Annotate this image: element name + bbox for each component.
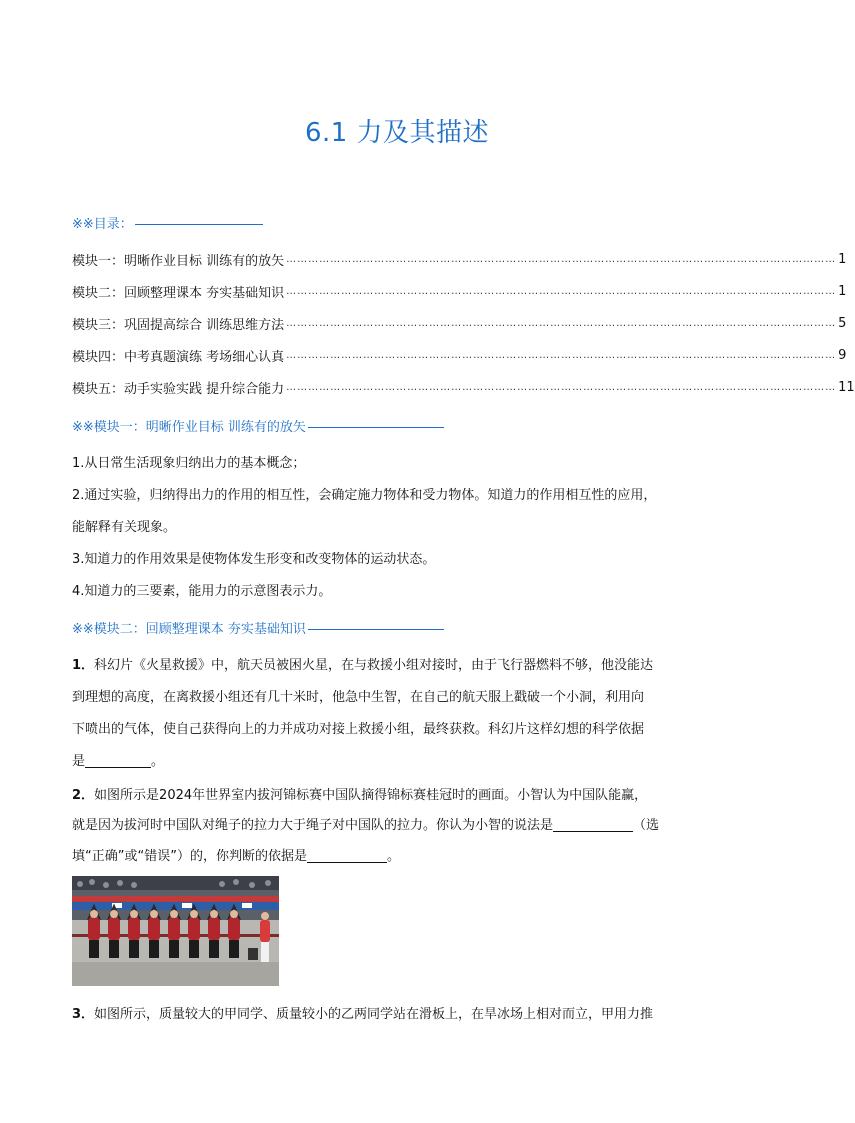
question-1-line: 下喷出的气体，使自己获得向上的力并成功对接上救援小组，最终获救。科幻片这样幻想的科学依据 [72,722,645,737]
question-1-line [72,654,734,673]
toc-heading-text: ※※目录： [72,217,133,232]
toc-entry-page: 11 [838,379,855,395]
question-text: 填“正确”或“错误”）的，你判断的依据是 [72,849,307,864]
toc-leader-dots: …………………………………………………………………………………………………………………………………… [286,381,837,393]
answer-blank[interactable] [307,849,387,863]
objective-line: 能解释有关现象。 [72,520,177,535]
module1-heading [72,416,444,435]
toc-entry[interactable] [72,313,847,333]
question-text: 。 [386,849,400,864]
objective-line: 1.从日常生活现象归纳出力的基本概念； [72,456,306,471]
toc-entry-label: 模块三：巩固提高综合 训练思维方法 [72,317,285,333]
question-text: 是 [72,754,86,769]
toc-entry-page: 9 [838,347,847,363]
question-3-line [72,1003,734,1022]
module2-heading-text: ※※模块二：回顾整理课本 夯实基础知识 [72,622,306,637]
toc-entry-label: 模块二：回顾整理课本 夯实基础知识 [72,285,285,301]
toc-entry[interactable] [72,281,847,301]
question-text: 科幻片《火星救援》中，航天员被困火星，在与救援小组对接时，由于飞行器燃料不够，他没能达 [94,658,654,673]
question-number: 2． [72,788,95,803]
question-2-line [72,784,734,803]
toc-leader-dots: …………………………………………………………………………………………………………………………………… [286,285,837,297]
question-text: 。 [151,754,165,769]
question-text: （选 [633,818,660,833]
module1-heading-text: ※※模块一：明晰作业目标 训练有的放矢 [72,420,306,435]
toc-leader-dots: …………………………………………………………………………………………………………………………………… [286,349,837,361]
question-1-line [72,750,734,769]
heading-rule [308,629,444,630]
objective-line: 4.知道力的三要素，能用力的示意图表示力。 [72,584,332,599]
question-text: 如图所示，质量较大的甲同学、质量较小的乙两同学站在滑板上，在旱冰场上相对而立，甲用力推 [94,1007,654,1022]
question-2-line [72,814,734,833]
toc-entry-label: 模块一：明晰作业目标 训练有的放矢 [72,253,285,269]
tug-of-war-photo [72,876,279,986]
toc-entry-label: 模块四：中考真题演练 考场细心认真 [72,349,285,365]
toc-entry-page: 1 [838,251,847,267]
tug-of-war-photo-image [72,876,279,986]
objective-line: 2.通过实验，归纳得出力的作用的相互性，会确定施力物体和受力物体。知道力的作用相互性的应用， [72,488,657,503]
toc-entry-label: 模块五：动手实验实践 提升综合能力 [72,381,285,397]
toc-entry[interactable] [72,345,847,365]
question-text: 就是因为拔河时中国队对绳子的拉力大于绳子对中国队的拉力。你认为小智的说法是 [72,818,554,833]
heading-rule [135,224,263,225]
toc-leader-dots: …………………………………………………………………………………………………………………………………… [286,253,837,265]
toc-entry-page: 1 [838,283,847,299]
answer-blank[interactable] [553,818,633,832]
question-number: 3． [72,1007,95,1022]
module2-heading [72,618,444,637]
objective-line: 3.知道力的作用效果是使物体发生形变和改变物体的运动状态。 [72,552,436,567]
question-number: 1． [72,658,95,673]
page-title: 6.1 力及其描述 [304,118,490,148]
toc-heading [72,213,263,232]
question-1-line: 到理想的高度，在离救援小组还有几十米时，他急中生智，在自己的航天服上戳破一个小洞，利用向 [72,690,645,705]
answer-blank[interactable] [85,754,151,768]
question-2-line [72,845,734,864]
toc-entry-page: 5 [838,315,847,331]
question-text: 如图所示是2024年世界室内拔河锦标赛中国队摘得锦标赛桂冠时的画面。小智认为中国队能赢， [94,788,648,803]
heading-rule [308,427,444,428]
toc-leader-dots: …………………………………………………………………………………………………………………………………… [286,317,837,329]
toc-entry[interactable] [72,377,855,397]
toc-entry[interactable] [72,249,847,269]
